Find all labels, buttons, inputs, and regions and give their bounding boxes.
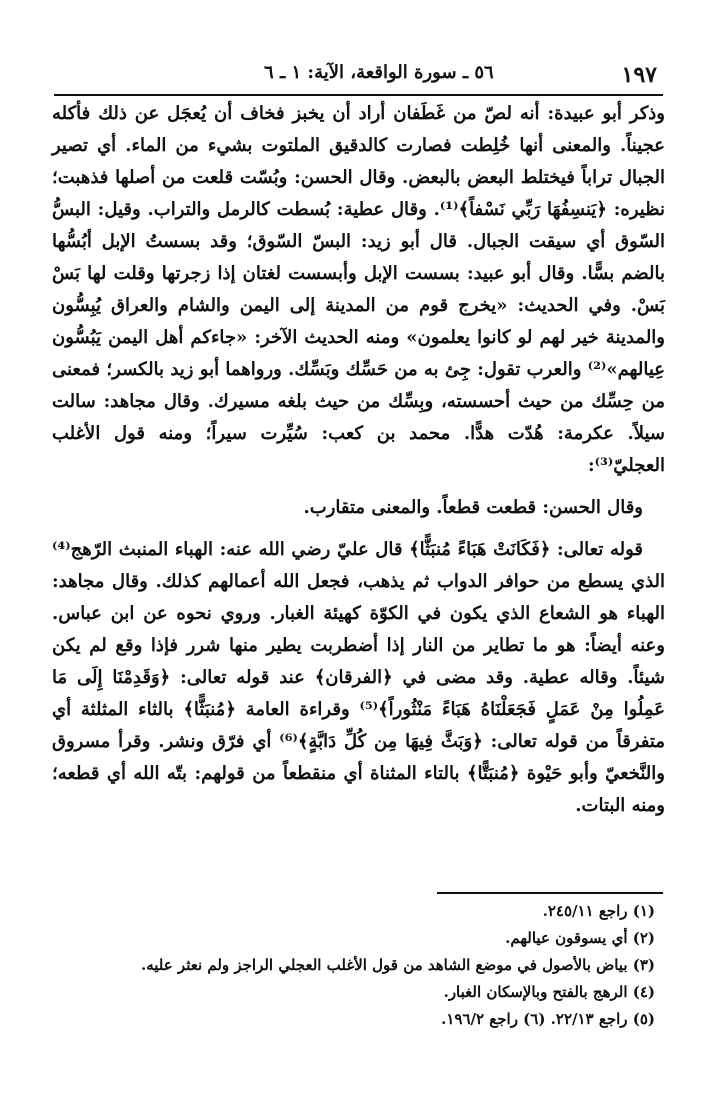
paragraph-2: وقال الحسن: قطعت قطعاً. والمعنى متقارب. bbox=[303, 497, 643, 518]
footnote-3: (٣) بياض بالأصول في موضع الشاهد من قول الأغلب العجلي الراجز ولم نعثر عليه. bbox=[140, 956, 655, 974]
page-number: ١٩٧ bbox=[621, 62, 657, 88]
footnote-4: (٤) الرهج بالفتح وبالإسكان الغبار. bbox=[443, 983, 655, 1001]
footnote-2: (٢) أي يسوقون عيالهم. bbox=[505, 929, 655, 947]
header-divider bbox=[54, 94, 663, 96]
running-title: ٥٦ ـ سورة الواقعة، الآية: ١ ـ ٦ bbox=[264, 62, 494, 83]
page-header bbox=[54, 58, 657, 94]
footnote-5-6: (٥) راجع ٢٢/١٣. (٦) راجع ١٩٦/٢. bbox=[441, 1010, 655, 1028]
main-text bbox=[52, 98, 665, 822]
paragraph-1: وذكر أبو عبيدة: أنه لصّ من غَطَفان أراد أن يخبز فخاف أن يُعجَل عن ذلك فأكله عجيناً. والمعنى أنها خُلِطت فصارت كالدقيق الملتوت بشيء من الماء. أي تصير الجبال تراباً فيختلط البعض بالبعض. وقال الحسن: وبُسّت قلعت من أصلها فذهبت؛ نظيره: ﴿يَنسِفُهَا رَبِّي نَسْفاً﴾⁽¹⁾. وقال عطية: بُسطت كالرمل والتراب. وقيل: البسُّ السّوق أي سيقت الجبال. قال أبو زيد: البسّ السّوق؛ وقد بسستُ الإبل أبُسُّها بالضم بسًّا. وقال أبو عبيد: بسست الإبل وأبسست لغتان إذا زجرتها وقلت لها بَسْ بَسْ. وفي الحديث: «يخرج قوم من المدينة إلى اليمن والشام والعراق يُبِسُّون والمدينة خير لهم لو كانوا يعلمون» ومنه الحديث الآخر: «جاءكم أهل اليمن يَبُسُّون عِيالهم»⁽²⁾ والعرب تقول: جِئ به من حَسِّك وبَسِّك. ورواهما أبو زيد بالكسر؛ فمعنى من حِسِّك من حيث أحسسته، وبِسِّك من حيث بلغه مسيرك. وقال مجاهد: سالت سيلاً. عكرمة: هُدّت هدًّا. محمد بن كعب: سُيِّرت سيراً؛ ومنه قول الأغلب العجليّ⁽³⁾: bbox=[52, 103, 665, 476]
footnote-divider bbox=[437, 892, 663, 894]
footnote-1: (١) راجع ٢٤٥/١١. bbox=[542, 902, 655, 920]
paragraph-3: قوله تعالى: ﴿فَكَانَتْ هَبَاءً مُنبَثًّا﴾ قال عليّ رضي الله عنه: الهباء المنبث الرّهج⁽⁴⁾ الذي يسطع من حوافر الدواب ثم يذهب، فجعل الله أعمالهم كذلك. وقال مجاهد: الهباء هو الشعاع الذي يكون في الكوّة كهيئة الغبار. وروي نحوه عن ابن عباس. وعنه أيضاً: هو ما تطاير من النار إذا أضطربت يطير منها شرر فإذا وقع لم يكن شيئاً. وقاله عطية. وقد مضى في ﴿الفرقان﴾ عند قوله تعالى: ﴿وَقَدِمْنَا إِلَى مَا عَمِلُوا مِنْ عَمَلٍ فَجَعَلْنَاهُ هَبَاءً مَنْثُوراً﴾⁽⁵⁾ وقراءة العامة ﴿مُنبَثًّا﴾ بالثاء المثلثة أي متفرقاً من قوله تعالى: ﴿وَبَثَّ فِيهَا مِن كُلِّ دَابَّةٍ﴾⁽⁶⁾ أي فرّق ونشر. وقرأ مسروق والنَّخعيّ وأبو حَيْوة ﴿مُنبَتًّا﴾ بالتاء المثناة أي منقطعاً من قولهم: بتّه الله أي قطعه؛ ومنه البتات. bbox=[52, 539, 665, 816]
footnotes bbox=[60, 898, 655, 1033]
